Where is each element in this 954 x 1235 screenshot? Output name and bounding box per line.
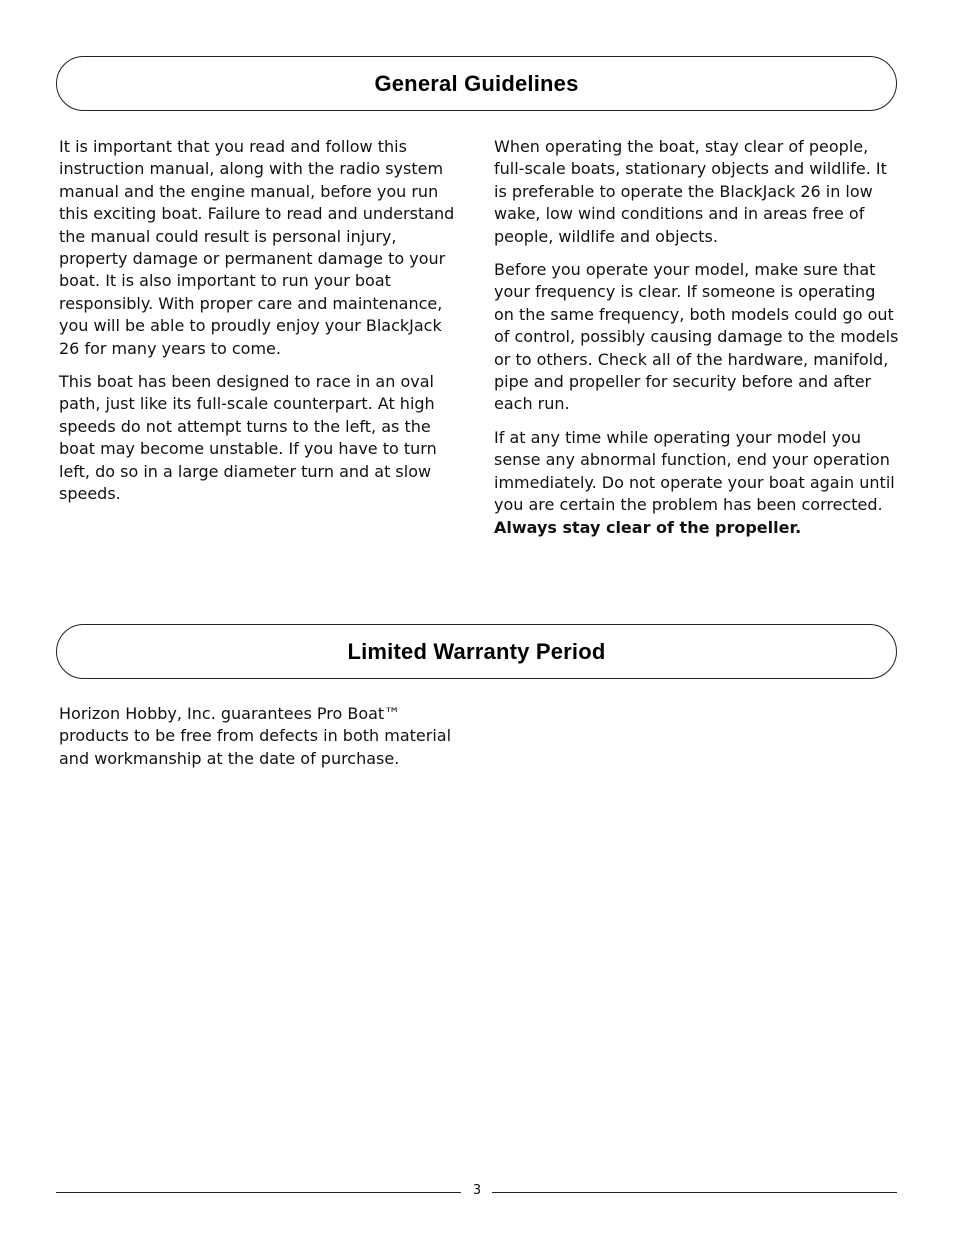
- footer-rule-right: [492, 1192, 897, 1193]
- left-column: [59, 136, 464, 517]
- paragraph-abnormal-function: [494, 427, 899, 517]
- paragraph-frequency: Before you operate your model, make sure that your frequency is clear. If someone is operating on the same frequency, both models could go out of control, possibly causing damage to the models or to others. Check all of the hardware, manifold, pipe and propeller for security before and after each run.: [494, 260, 899, 414]
- general-guidelines-header: [56, 56, 897, 111]
- paragraph-oval-path: This boat has been designed to race in an oval path, just like its full-scale counterpart. At high speeds do not attempt turns to the left, as the boat may become unstable. If you have to turn left, do so in a large diameter turn and at slow speeds.: [59, 372, 437, 504]
- limited-warranty-header: [56, 624, 897, 679]
- general-guidelines-title: General Guidelines: [374, 70, 579, 96]
- paragraph-stay-clear: When operating the boat, stay clear of people, full-scale boats, stationary objects and wildlife. It is preferable to operate the BlackJack 26 in low wake, low wind conditions and in areas free of people, wildlife and objects.: [494, 137, 887, 246]
- right-column: [494, 136, 899, 550]
- limited-warranty-title: Limited Warranty Period: [347, 638, 606, 664]
- abnormal-function-text: If at any time while operating your model you sense any abnormal function, end your operation immediately. Do not operate your boat again until you are certain the problem has been corrected.: [494, 427, 895, 515]
- page-number: 3: [472, 1183, 482, 1198]
- warranty-column: [59, 703, 454, 781]
- propeller-warning: Always stay clear of the propeller.: [494, 517, 802, 537]
- paragraph-warranty: Horizon Hobby, Inc. guarantees Pro Boat™ products to be free from defects in both material and workmanship at the date of purchase.: [59, 704, 452, 768]
- paragraph-intro: It is important that you read and follow this instruction manual, along with the radio system manual and the engine manual, before you run this exciting boat. Failure to read and understand the manual could result is personal injury, property damage or permanent damage to your boat. It is also important to run your boat responsibly. With proper care and maintenance, you will be able to proudly enjoy your BlackJack 26 for many years to come.: [59, 137, 455, 358]
- footer-rule-left: [56, 1192, 461, 1193]
